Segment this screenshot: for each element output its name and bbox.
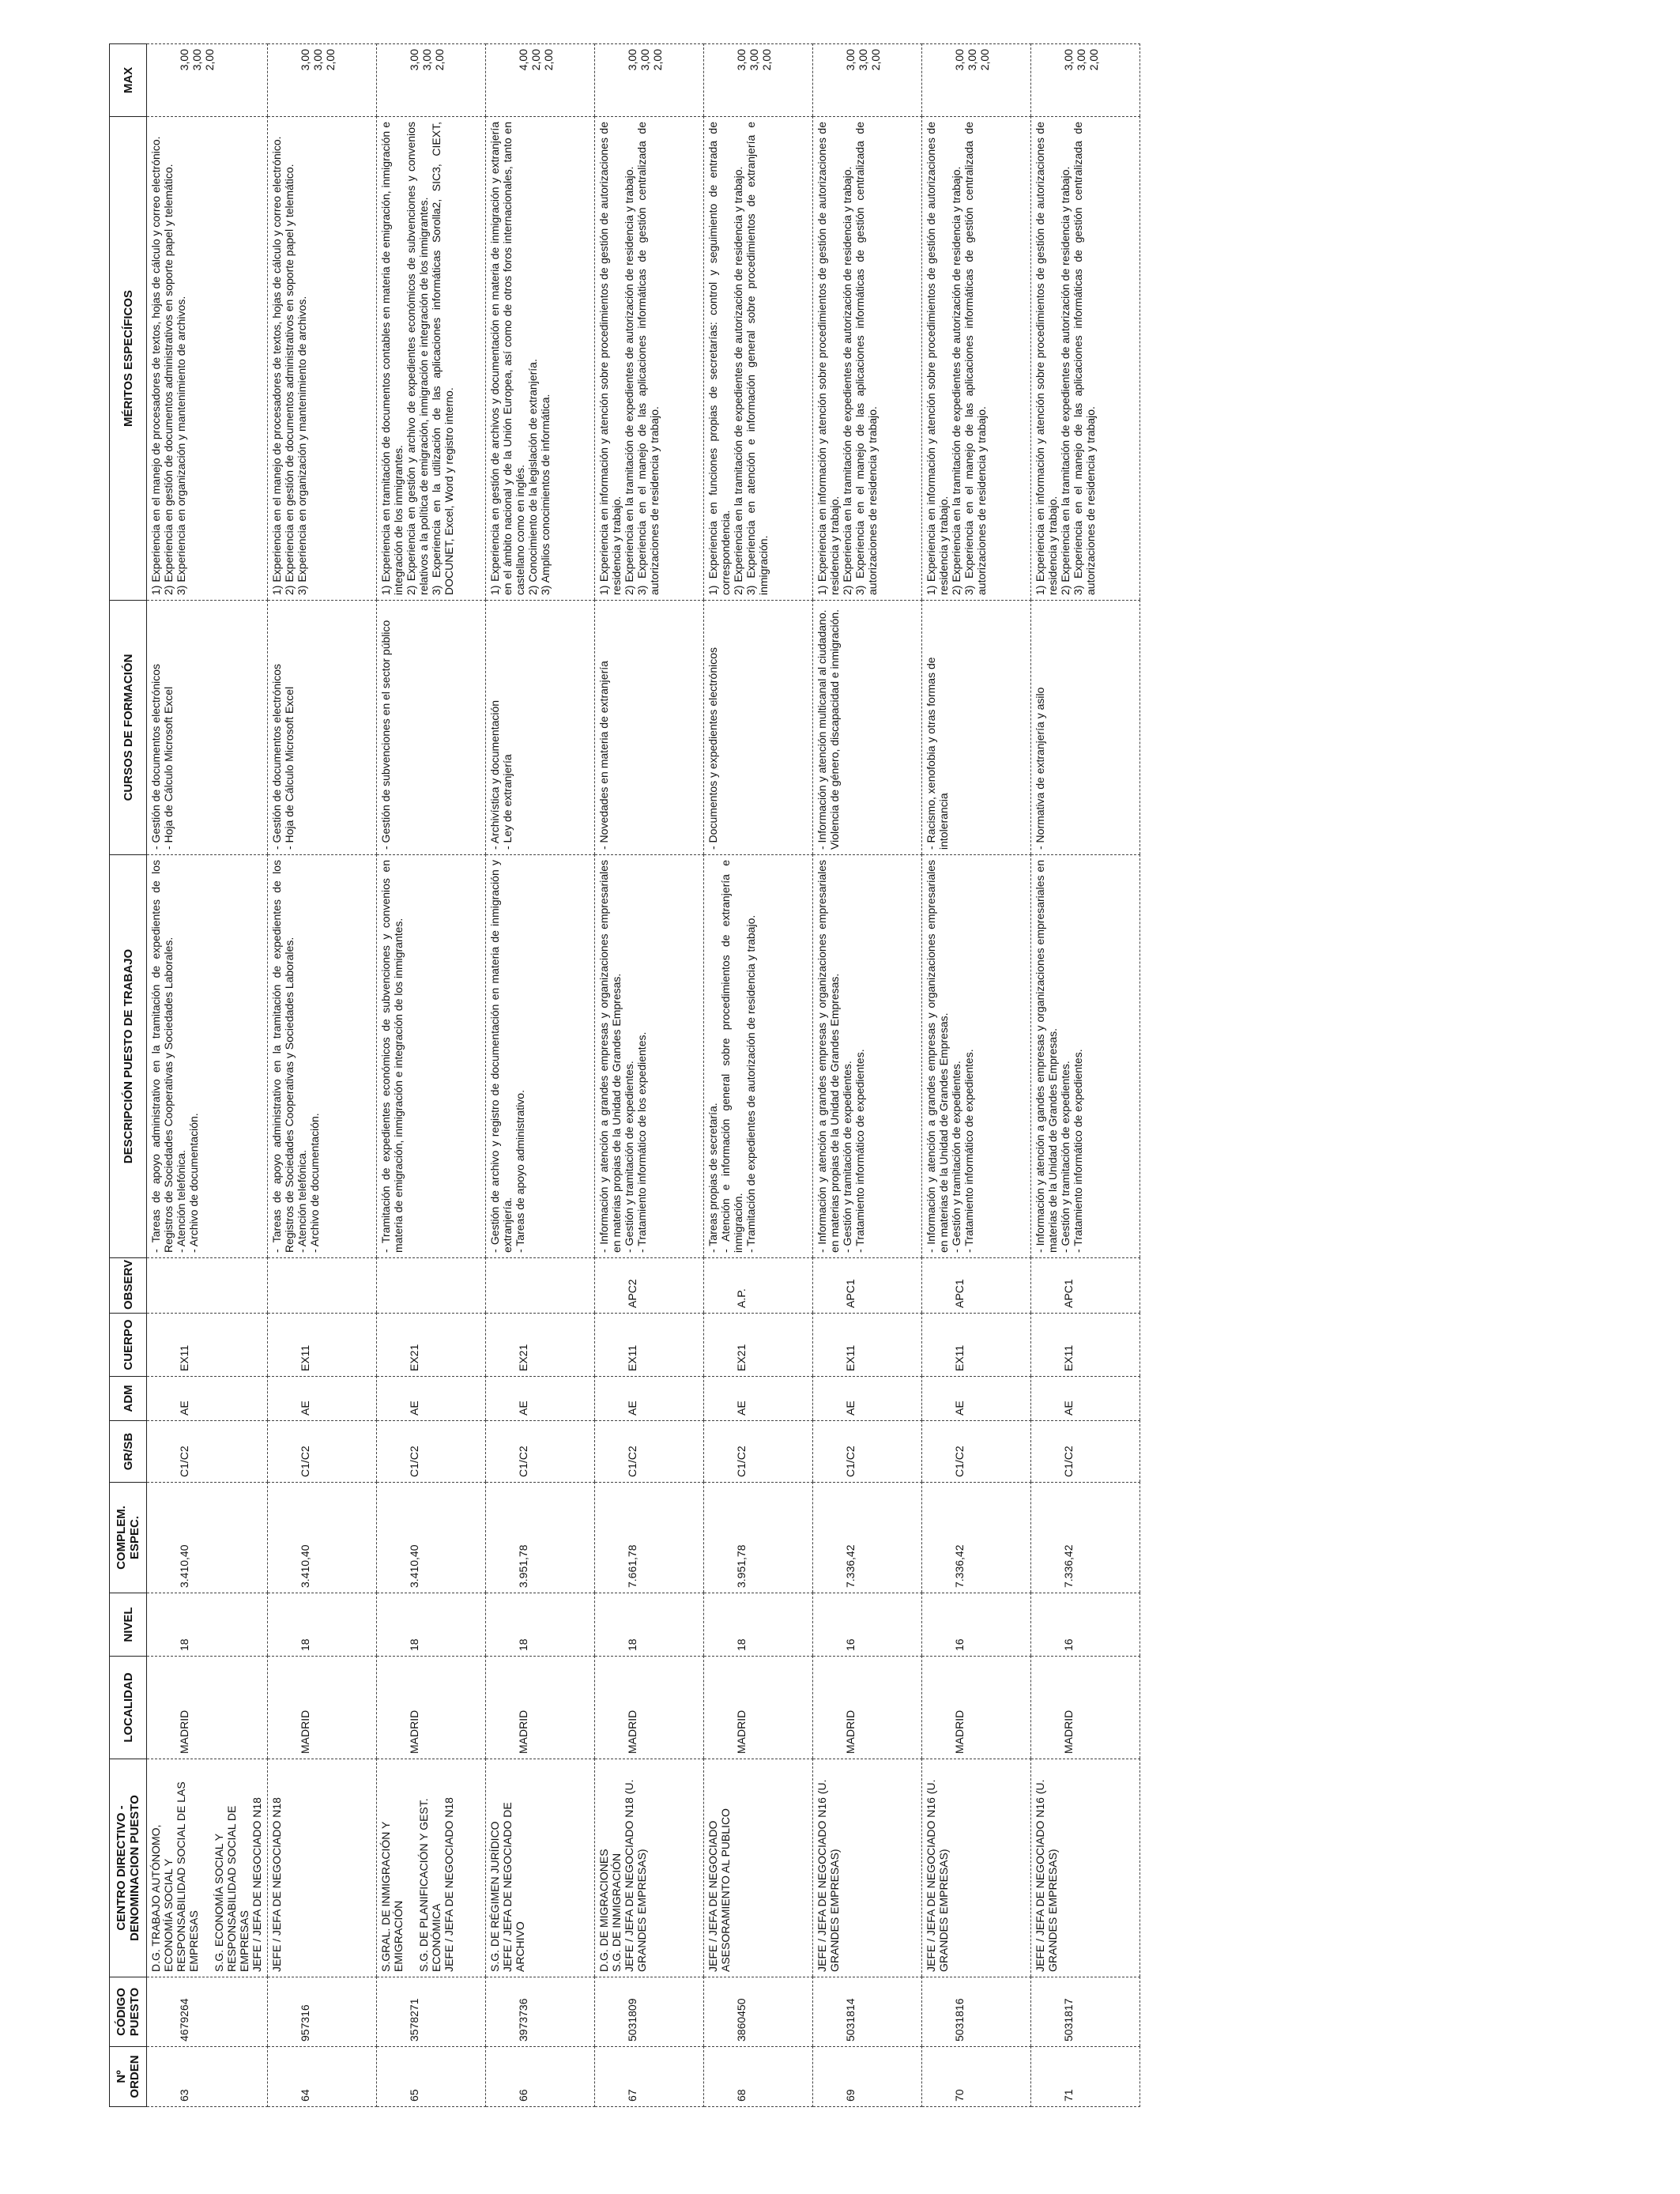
cell-descripcion: - Tareas propias de secretaría. - Atención e información general sobre procedimientos de extranjería e inmigración. - Tramitación de expedientes de autorización de residencia y trabajo. [703, 855, 812, 1258]
cell-meritos: 1) Experiencia en tramitación de documentos contables en materia de emigración, inmigración e integración de los inmigrantes. 2) Experiencia en gestión y archivo de expedientes económicos de subvenciones y convenios relativos a la política de emigración, inmigración e integración de los inmigrantes. 3) Experiencia en la utilización de las aplicaciones informáticas Sorolla2, SIC3, CIEXT, DOCUNET, Excel, Word y registro interno. [376, 117, 485, 601]
cell-adm: AE [267, 1377, 376, 1421]
header-cursos: CURSOS DE FORMACIÓN [110, 601, 147, 855]
cell-nivel: 18 [147, 1593, 268, 1657]
cell-complem: 7.661,78 [594, 1483, 703, 1593]
cell-grsb: C1/C2 [1030, 1421, 1139, 1483]
cell-adm: AE [703, 1377, 812, 1421]
header-cuerpo: CUERPO [110, 1314, 147, 1377]
cell-orden: 66 [485, 2047, 594, 2107]
cell-observ [376, 1258, 485, 1314]
table-row [1030, 44, 1139, 2107]
cell-cursos: - Información y atención multicanal al ciudadano. Violencia de género, discapacidad e inmigración. [812, 601, 921, 855]
cell-orden: 63 [147, 2047, 268, 2107]
header-complem: COMPLEM. ESPEC. [110, 1483, 147, 1593]
cell-grsb: C1/C2 [267, 1421, 376, 1483]
cell-centro: JEFE / JEFA DE NEGOCIADO N16 (U. GRANDES EMPRESAS) [921, 1759, 1030, 1977]
table-body [147, 44, 1140, 2107]
header-observ: OBSERV [110, 1258, 147, 1314]
cell-complem: 3.410,40 [376, 1483, 485, 1593]
cell-localidad: MADRID [267, 1657, 376, 1759]
header-orden: Nº ORDEN [110, 2047, 147, 2107]
header-adm: ADM [110, 1377, 147, 1421]
cell-descripcion: - Información y atención a gandes empresas y organizaciones empresariales en materias de la Unidad de Grandes Empresas. - Gestión y tramitación de expedientes. - Tratamiento informático de expedientes. [1030, 855, 1139, 1258]
table-row [594, 44, 703, 2107]
cell-cursos: - Documentos y expedientes electrónicos [703, 601, 812, 855]
cell-grsb: C1/C2 [376, 1421, 485, 1483]
cell-localidad: MADRID [147, 1657, 268, 1759]
cell-adm: AE [1030, 1377, 1139, 1421]
cell-meritos: 1) Experiencia en el manejo de procesadores de textos, hojas de cálculo y correo electrónico. 2) Experiencia en gestión de documentos administrativos en soporte papel y telemático. 3) Experiencia en organización y mantenimiento de archivos. [147, 117, 268, 601]
cell-codigo: 957316 [267, 1977, 376, 2047]
cell-max: 3,00 3,00 2,00 [594, 44, 703, 117]
cell-centro: D.G. TRABAJO AUTÓNOMO, ECONOMÍA SOCIAL Y RESPONSABILIDAD SOCIAL DE LAS EMPRESAS S.G. ECONOMÍA SOCIAL Y RESPONSABILIDAD SOCIAL DE EMPRESAS JEFE / JEFA DE NEGOCIADO N18 [147, 1759, 268, 1977]
cell-max: 3,00 3,00 2,00 [812, 44, 921, 117]
job-positions-table [109, 43, 1140, 2107]
cell-descripcion: - Información y atención a grandes empresas y organizaciones empresariales en materias de la Unidad de Grandes Empresas. - Gestión y tramitación de expedientes. - Tratamiento informático de expedientes. [921, 855, 1030, 1258]
cell-cuerpo: EX11 [267, 1314, 376, 1377]
cell-cuerpo: EX21 [376, 1314, 485, 1377]
cell-cursos: - Gestión de documentos electrónicos - Hoja de Cálculo Microsoft Excel [267, 601, 376, 855]
cell-max: 4,00 2,00 2,00 [485, 44, 594, 117]
cell-observ [485, 1258, 594, 1314]
header-max: MAX [110, 44, 147, 117]
cell-cuerpo: EX11 [921, 1314, 1030, 1377]
cell-descripcion: - Información y atención a grandes empresas y organizaciones empresariales en materias propias de la Unidad de Grandes Empresas. - Gestión y tramitación de expedientes. - Tratamiento informático de expedientes. [812, 855, 921, 1258]
table-row [147, 44, 268, 2107]
cell-adm: AE [376, 1377, 485, 1421]
cell-codigo: 3973736 [485, 1977, 594, 2047]
cell-localidad: MADRID [1030, 1657, 1139, 1759]
table-row [921, 44, 1030, 2107]
cell-centro: JEFE / JEFA DE NEGOCIADO N18 [267, 1759, 376, 1977]
cell-localidad: MADRID [376, 1657, 485, 1759]
cell-meritos: 1) Experiencia en el manejo de procesadores de textos, hojas de cálculo y correo electrónico. 2) Experiencia en gestión de documentos administrativos en soporte papel y telemático. 3) Experiencia en organización y mantenimiento de archivos. [267, 117, 376, 601]
cell-orden: 65 [376, 2047, 485, 2107]
cell-adm: AE [147, 1377, 268, 1421]
cell-max: 3,00 3,00 2,00 [376, 44, 485, 117]
cell-adm: AE [812, 1377, 921, 1421]
table-row [376, 44, 485, 2107]
cell-observ: APC2 [594, 1258, 703, 1314]
cell-meritos: 1) Experiencia en información y atención sobre procedimientos de gestión de autorizaciones de residencia y trabajo. 2) Experiencia en la tramitación de expedientes de autorización de residencia y trabajo. 3) Experiencia en el manejo de las aplicaciones informáticas de gestión centralizada de autorizaciones de residencia y trabajo. [812, 117, 921, 601]
cell-cursos: - Racismo, xenofobia y otras formas de intolerancia [921, 601, 1030, 855]
cell-nivel: 16 [921, 1593, 1030, 1657]
cell-cursos: - Normativa de extranjería y asilo [1030, 601, 1139, 855]
cell-orden: 71 [1030, 2047, 1139, 2107]
cell-cuerpo: EX11 [1030, 1314, 1139, 1377]
cell-max: 3,00 3,00 2,00 [147, 44, 268, 117]
cell-codigo: 5031817 [1030, 1977, 1139, 2047]
header-nivel: NIVEL [110, 1593, 147, 1657]
cell-cuerpo: EX11 [147, 1314, 268, 1377]
cell-orden: 64 [267, 2047, 376, 2107]
cell-nivel: 18 [594, 1593, 703, 1657]
cell-codigo: 5031809 [594, 1977, 703, 2047]
cell-codigo: 5031816 [921, 1977, 1030, 2047]
table-row [267, 44, 376, 2107]
cell-localidad: MADRID [921, 1657, 1030, 1759]
cell-nivel: 16 [812, 1593, 921, 1657]
cell-meritos: 1) Experiencia en información y atención sobre procedimientos de gestión de autorizaciones de residencia y trabajo. 2) Experiencia en la tramitación de expedientes de autorización de residencia y trabajo. 3) Experiencia en el manejo de las aplicaciones informáticas de gestión centralizada de autorizaciones de residencia y trabajo. [594, 117, 703, 601]
cell-localidad: MADRID [485, 1657, 594, 1759]
header-centro: CENTRO DIRECTIVO - DENOMINACION PUESTO [110, 1759, 147, 1977]
cell-complem: 7.336,42 [812, 1483, 921, 1593]
cell-grsb: C1/C2 [485, 1421, 594, 1483]
cell-centro: JEFE / JEFA DE NEGOCIADO N16 (U. GRANDES EMPRESAS) [1030, 1759, 1139, 1977]
cell-observ [267, 1258, 376, 1314]
header-row [110, 44, 147, 2107]
table-row [812, 44, 921, 2107]
table-row [485, 44, 594, 2107]
cell-max: 3,00 3,00 2,00 [267, 44, 376, 117]
cell-centro: JEFE / JEFA DE NEGOCIADO ASESORAMIENTO AL PUBLICO [703, 1759, 812, 1977]
cell-grsb: C1/C2 [812, 1421, 921, 1483]
cell-grsb: C1/C2 [703, 1421, 812, 1483]
cell-cuerpo: EX11 [812, 1314, 921, 1377]
cell-orden: 70 [921, 2047, 1030, 2107]
cell-nivel: 18 [703, 1593, 812, 1657]
cell-complem: 7.336,42 [1030, 1483, 1139, 1593]
cell-nivel: 16 [1030, 1593, 1139, 1657]
cell-descripcion: - Tareas de apoyo administrativo en la tramitación de expedientes de los Registros de Sociedades Cooperativas y Sociedades Laborales. - Atención telefónica. - Archivo de documentación. [267, 855, 376, 1258]
table-row [703, 44, 812, 2107]
cell-observ: A.P. [703, 1258, 812, 1314]
cell-adm: AE [921, 1377, 1030, 1421]
cell-observ: APC1 [812, 1258, 921, 1314]
header-localidad: LOCALIDAD [110, 1657, 147, 1759]
cell-max: 3,00 3,00 2,00 [921, 44, 1030, 117]
header-codigo: CÓDIGO PUESTO [110, 1977, 147, 2047]
cell-meritos: 1) Experiencia en gestión de archivos y documentación en materia de inmigración y extranjería en el ámbito nacional y de la Unión Europea, así como de otros foros internacionales, tanto en castellano como en inglés. 2) Conocimiento de la legislación de extranjería. 3) Amplios conocimientos de informática. [485, 117, 594, 601]
header-grsb: GR/SB [110, 1421, 147, 1483]
cell-centro: S.G. DE RÉGIMEN JURÍDICO JEFE / JEFA DE NEGOCIADO DE ARCHIVO [485, 1759, 594, 1977]
cell-descripcion: - Información y atención a grandes empresas y organizaciones empresariales en materias propias de la Unidad de Grandes Empresas. - Gestión y tramitación de expedientes. - Tratamiento informático de los expedientes. [594, 855, 703, 1258]
cell-centro: D.G. DE MIGRACIONES S.G. DE INMIGRACIÓN JEFE / JEFA DE NEGOCIADO N18 (U. GRANDES EMPRESAS) [594, 1759, 703, 1977]
cell-grsb: C1/C2 [594, 1421, 703, 1483]
cell-cursos: - Gestión de documentos electrónicos - Hoja de Cálculo Microsoft Excel [147, 601, 268, 855]
cell-grsb: C1/C2 [921, 1421, 1030, 1483]
cell-localidad: MADRID [594, 1657, 703, 1759]
cell-codigo: 3578271 [376, 1977, 485, 2047]
cell-complem: 3.410,40 [267, 1483, 376, 1593]
cell-adm: AE [485, 1377, 594, 1421]
cell-codigo: 5031814 [812, 1977, 921, 2047]
header-descripcion: DESCRIPCIÓN PUESTO DE TRABAJO [110, 855, 147, 1258]
cell-nivel: 18 [376, 1593, 485, 1657]
cell-cursos: - Novedades en materia de extranjería [594, 601, 703, 855]
cell-meritos: 1) Experiencia en información y atención sobre procedimientos de gestión de autorizaciones de residencia y trabajo. 2) Experiencia en la tramitación de expedientes de autorización de residencia y trabajo. 3) Experiencia en el manejo de las aplicaciones informáticas de gestión centralizada de autorizaciones de residencia y trabajo. [1030, 117, 1139, 601]
cell-observ [147, 1258, 268, 1314]
cell-max: 3,00 3,00 2,00 [1030, 44, 1139, 117]
header-meritos: MÉRITOS ESPECÍFICOS [110, 117, 147, 601]
cell-cuerpo: EX11 [594, 1314, 703, 1377]
cell-complem: 3.410,40 [147, 1483, 268, 1593]
cell-descripcion: - Gestión de archivo y registro de documentación en materia de inmigración y extranjería. - Tareas de apoyo administrativo. [485, 855, 594, 1258]
cell-cuerpo: EX21 [485, 1314, 594, 1377]
cell-grsb: C1/C2 [147, 1421, 268, 1483]
cell-cursos: - Archivística y documentación - Ley de extranjería [485, 601, 594, 855]
cell-nivel: 18 [267, 1593, 376, 1657]
cell-meritos: 1) Experiencia en información y atención sobre procedimientos de gestión de autorizaciones de residencia y trabajo. 2) Experiencia en la tramitación de expedientes de autorización de residencia y trabajo. 3) Experiencia en el manejo de las aplicaciones informáticas de gestión centralizada de autorizaciones de residencia y trabajo. [921, 117, 1030, 601]
cell-descripcion: - Tareas de apoyo administrativo en la tramitación de expedientes de los Registros de Sociedades Cooperativas y Sociedades Laborales. - Atención telefónica. - Archivo de documentación. [147, 855, 268, 1258]
cell-localidad: MADRID [703, 1657, 812, 1759]
cell-observ: APC1 [921, 1258, 1030, 1314]
cell-orden: 68 [703, 2047, 812, 2107]
cell-localidad: MADRID [812, 1657, 921, 1759]
cell-centro: S.GRAL. DE INMIGRACIÓN Y EMIGRACIÓN S.G. DE PLANIFICACIÓN Y GEST. ECONÓMICA JEFE / JEFA DE NEGOCIADO N18 [376, 1759, 485, 1977]
cell-orden: 67 [594, 2047, 703, 2107]
cell-cursos: - Gestión de subvenciones en el sector público [376, 601, 485, 855]
cell-complem: 7.336,42 [921, 1483, 1030, 1593]
cell-meritos: 1) Experiencia en funciones propias de secretarías: control y seguimiento de entrada de correspondencia. 2) Experiencia en la tramitación de expedientes de autorización de residencia y trabajo. 3) Experiencia en atención e información general sobre procedimientos de extranjería e inmigración. [703, 117, 812, 601]
cell-cuerpo: EX21 [703, 1314, 812, 1377]
cell-adm: AE [594, 1377, 703, 1421]
cell-complem: 3.951,78 [703, 1483, 812, 1593]
cell-codigo: 3860450 [703, 1977, 812, 2047]
cell-codigo: 4679264 [147, 1977, 268, 2047]
cell-centro: JEFE / JEFA DE NEGOCIADO N16 (U. GRANDES EMPRESAS) [812, 1759, 921, 1977]
cell-orden: 69 [812, 2047, 921, 2107]
cell-observ: APC1 [1030, 1258, 1139, 1314]
cell-nivel: 18 [485, 1593, 594, 1657]
cell-complem: 3.951,78 [485, 1483, 594, 1593]
cell-max: 3,00 3,00 2,00 [703, 44, 812, 117]
cell-descripcion: - Tramitación de expedientes económicos de subvenciones y convenios en materia de emigración, inmigración e integración de los inmigrantes. [376, 855, 485, 1258]
